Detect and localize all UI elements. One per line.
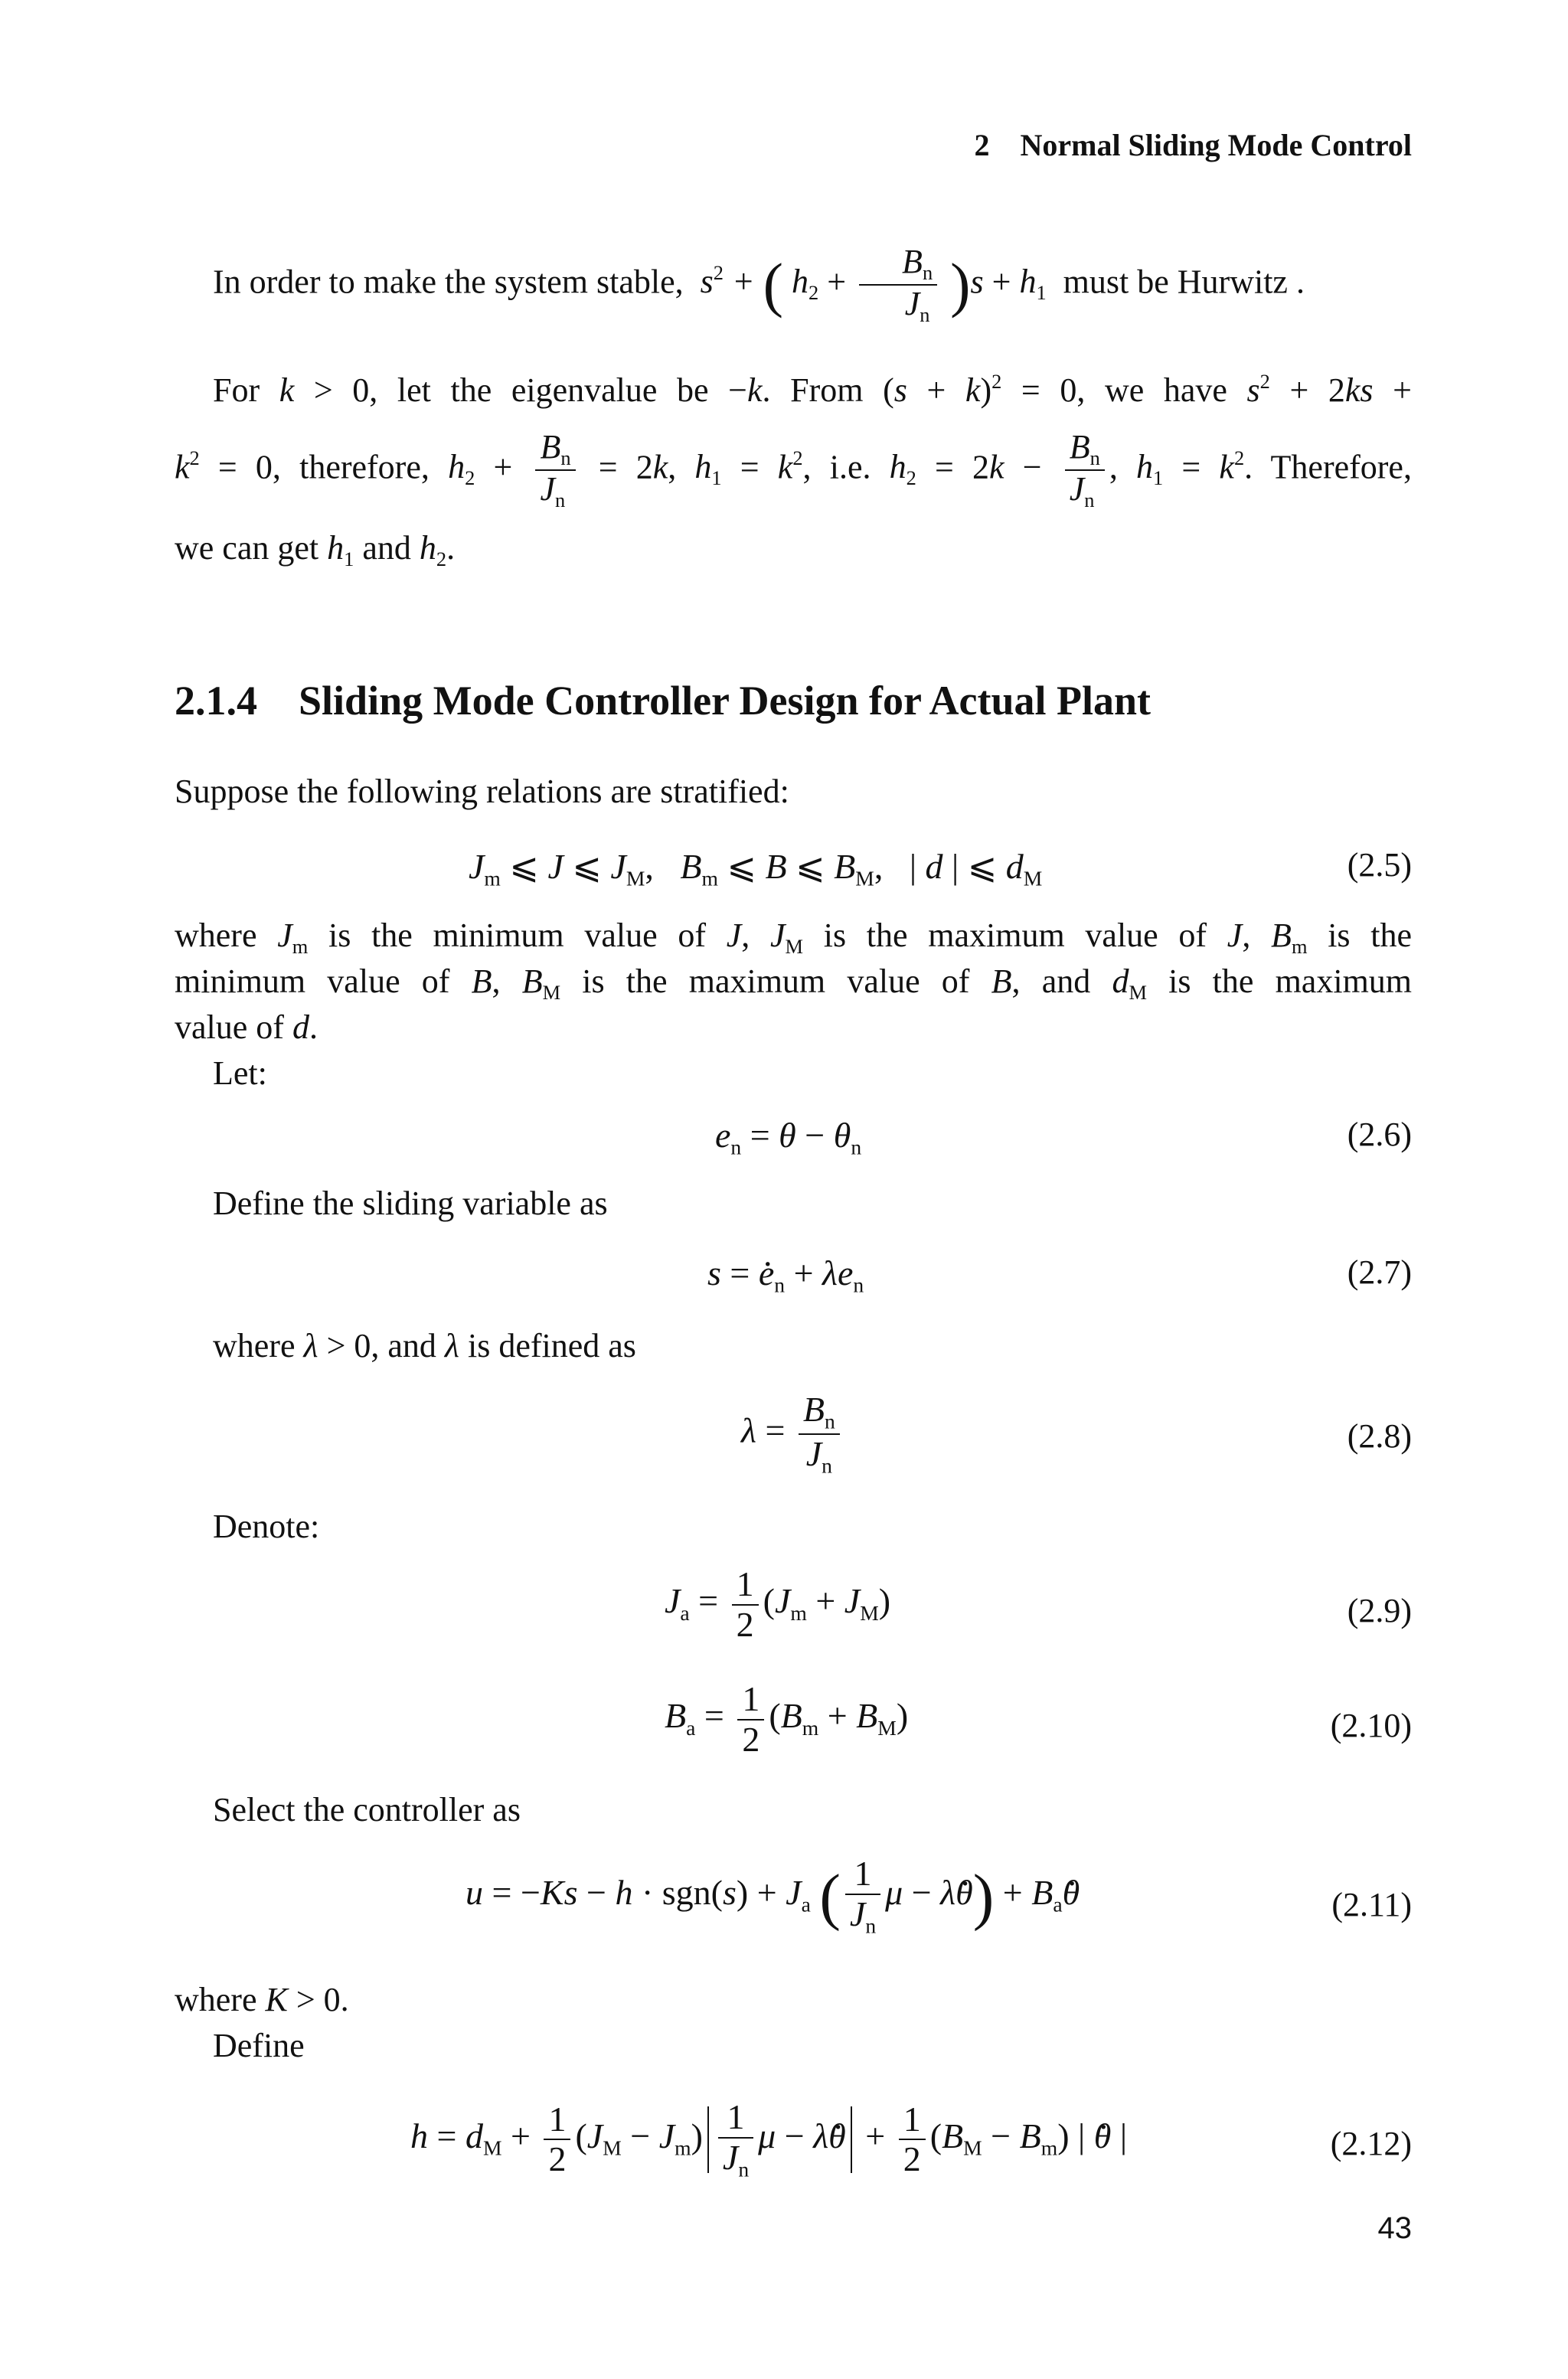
chapter-title: Normal Sliding Mode Control [1020, 128, 1412, 162]
equation-number-2-9: (2.9) [1347, 1592, 1412, 1629]
equation-number-2-10: (2.10) [1330, 1707, 1412, 1744]
equation-2-12: $h = d_M$ + $\frac{1}{2}$ $(J_M - J_m)$ $\frac{1}{J_n}$ μ − λθ . + $\frac{1}{2}$ $(B_M - B_m)$ | θ . | [410, 2098, 1127, 2181]
eigenvalue-line-2: $k^2 = 0$, therefore, $h_2$ + $\frac{B_n}{J_n}$ = 2k, $h_1 = k^2$, i.e. $h_2 = 2k$ − $\frac{B_n}{J_n}$ , $h_1 = k^2$. Therefore, [175, 428, 1412, 512]
equation-number-2-8: (2.8) [1347, 1417, 1412, 1455]
equation-number-2-11: (2.11) [1331, 1886, 1412, 1923]
stability-paragraph: In order to make the system stable, $s^2$ + ( $h_2$ + $\frac{B_n}{J_n}$ )$s + h_1$ must be Hurwitz . [213, 243, 1305, 327]
where-line-1: where $J_m$ is the minimum value of J, $J_M$ is the maximum value of J, $B_m$ is the [175, 917, 1413, 959]
suppose-paragraph: Suppose the following relations are stratified: [175, 773, 789, 810]
define-sliding-label: Define the sliding variable as [213, 1185, 608, 1222]
equation-2-11: $u = -Ks - h \cdot sgn(s) + J_a$ ( $\frac{1}{J_n}$ μ − λθ .) + $B_a\theta$ . [466, 1855, 1080, 1938]
equation-2-8: λ = $\frac{B_n}{J_n}$ [741, 1390, 844, 1478]
where-line-3: value of d. [175, 1008, 318, 1046]
running-header [974, 127, 1412, 163]
section-title: Sliding Mode Controller Design for Actual Plant [299, 678, 1152, 724]
where-k-paragraph: where K > 0. [175, 1981, 349, 2018]
equation-2-5: $J_m$ ⩽ J ⩽ $J_M$, $B_m$ ⩽ B ⩽ $B_M$, | d | ⩽ $d_M$ [469, 847, 1043, 890]
let-label: Let: [213, 1054, 267, 1092]
eigenvalue-line-1: For k > 0, let the eigenvalue be −k. From $(s + k)^2 = 0$, we have $s^2 + 2ks$ + [213, 370, 1412, 410]
denote-label: Denote: [213, 1508, 320, 1545]
page-number: 43 [1377, 2211, 1412, 2245]
equation-2-6: $e_n = \theta - \theta_n$ [715, 1116, 862, 1159]
fraction-bn-jn: $\frac{B_n}{J_n}$ [859, 243, 937, 327]
section-number: 2.1.4 [175, 678, 257, 724]
equation-number-2-5: (2.5) [1347, 846, 1412, 884]
select-controller-label: Select the controller as [213, 1791, 521, 1828]
section-heading [175, 677, 1151, 724]
eigenvalue-line-3: we can get $h_1$ and $h_2$. [175, 529, 456, 571]
equation-2-7: s = e $._n + \lambda e_n$ [707, 1253, 864, 1298]
equation-number-2-12: (2.12) [1330, 2125, 1412, 2162]
where-line-2: minimum value of B, $B_M$ is the maximum value of B, and $d_M$ is the maximum [175, 962, 1413, 1005]
equation-2-10: $B_a$ = $\frac{1}{2}$ $(B_m + B_M)$ [665, 1679, 909, 1759]
equation-number-2-7: (2.7) [1347, 1253, 1412, 1291]
define-label: Define [213, 2027, 305, 2064]
lambda-paragraph: where λ > 0, and λ is defined as [213, 1327, 636, 1364]
chapter-number: 2 [974, 128, 990, 162]
equation-2-9: $J_a$ = $\frac{1}{2}$ $(J_m + J_M)$ [665, 1564, 891, 1644]
equation-number-2-6: (2.6) [1347, 1116, 1412, 1153]
